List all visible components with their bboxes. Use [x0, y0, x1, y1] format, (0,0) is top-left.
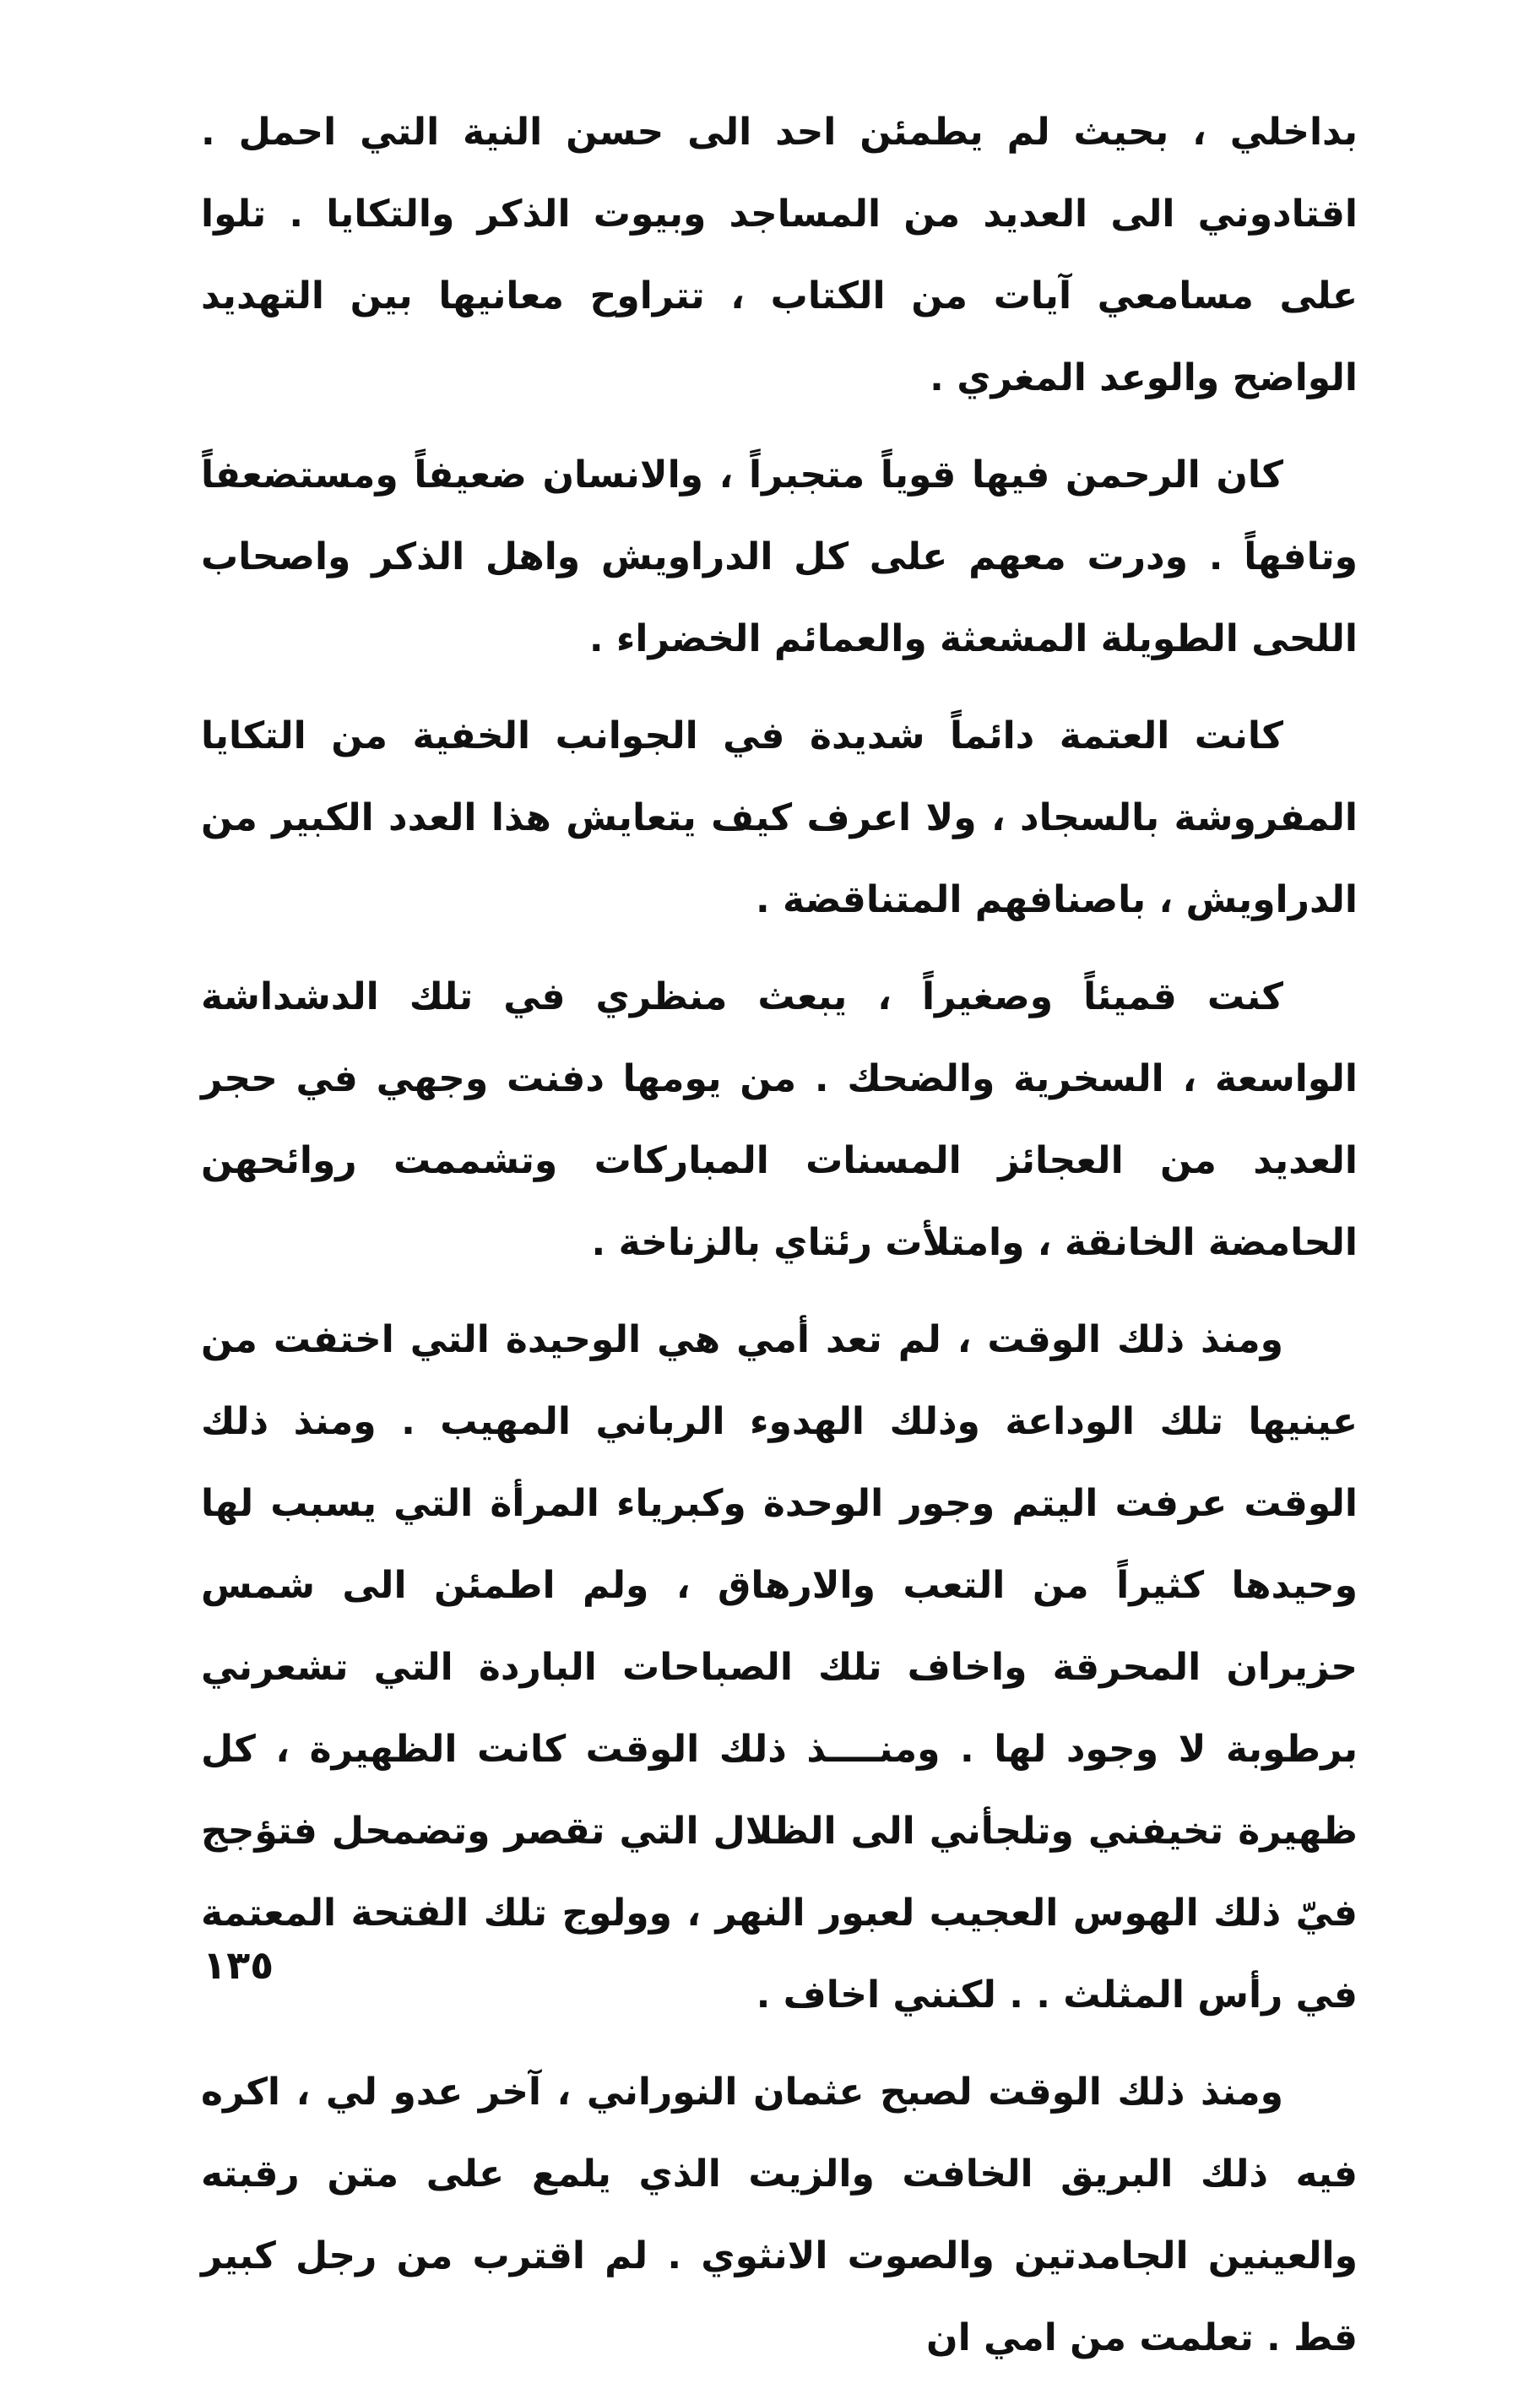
paragraph: كانت العتمة دائماً شديدة في الجوانب الخفية من التكايا المفروشة بالسجاد ، ولا اعرف كيف يتعايش هذا العدد الكبير من الدراويش ، باصنافهم المتناقضة . — [201, 714, 1358, 921]
paragraph: ومنذ ذلك الوقت لصبح عثمان النوراني ، آخر عدو لي ، اكره فيه ذلك البريق الخافت والزيت الذي يلمع على متن رقبته والعينين الجامدتين والصوت الانثوي . لم اقترب من رجل كبير قط . تعلمت من امي ان — [201, 2071, 1358, 2359]
paragraph: كان الرحمن فيها قوياً متجبراً ، والانسان ضعيفاً ومستضعفاً وتافهاً . ودرت معهم على كل الدراويش واهل الذكر واصحاب اللحى الطويلة المشعثة والعمائم الخضراء . — [201, 453, 1358, 660]
body-text — [201, 91, 1358, 2394]
paragraph: كنت قميئاً وصغيراً ، يبعث منظري في تلك الدشداشة الواسعة ، السخرية والضحك . من يومها دفنت وجهي في حجر العديد من العجائز المسنات المباركات وتشممت روائحهن الحامضة الخانقة ، وامتلأت رئتاي بالزناخة . — [201, 975, 1358, 1264]
paragraph: ومنذ ذلك الوقت ، لم تعد أمي هي الوحيدة التي اختفت من عينيها تلك الوداعة وذلك الهدوء الرباني المهيب . ومنذ ذلك الوقت عرفت اليتم وجور الوحدة وكبرياء المرأة التي يسبب لها وحيدها كثيراً من التعب والارهاق ، ولم اطمئن الى شمس حزيران المحرقة واخاف تلك الصباحات الباردة التي تشعرني برطوبة لا وجود لها . ومنــــذ ذلك الوقت كانت الظهيرة ، كل ظهيرة تخيفني وتلجأني الى الظلال التي تقصر وتضمحل فتؤجج فيّ ذلك الهوس العجيب لعبور النهر ، وولوج تلك الفتحة المعتمة في رأس المثلث . . لكنني اخاف . — [201, 1318, 1358, 2017]
paragraph: بداخلي ، بحيث لم يطمئن احد الى حسن النية التي احمل . اقتادوني الى العديد من المساجد وبيوت الذكر والتكايا . تلوا على مسامعي آيات من الكتاب ، تتراوح معانيها بين التهديد الواضح والوعد المغري . — [201, 111, 1358, 399]
page-number: ١٣٥ — [203, 1942, 274, 1988]
